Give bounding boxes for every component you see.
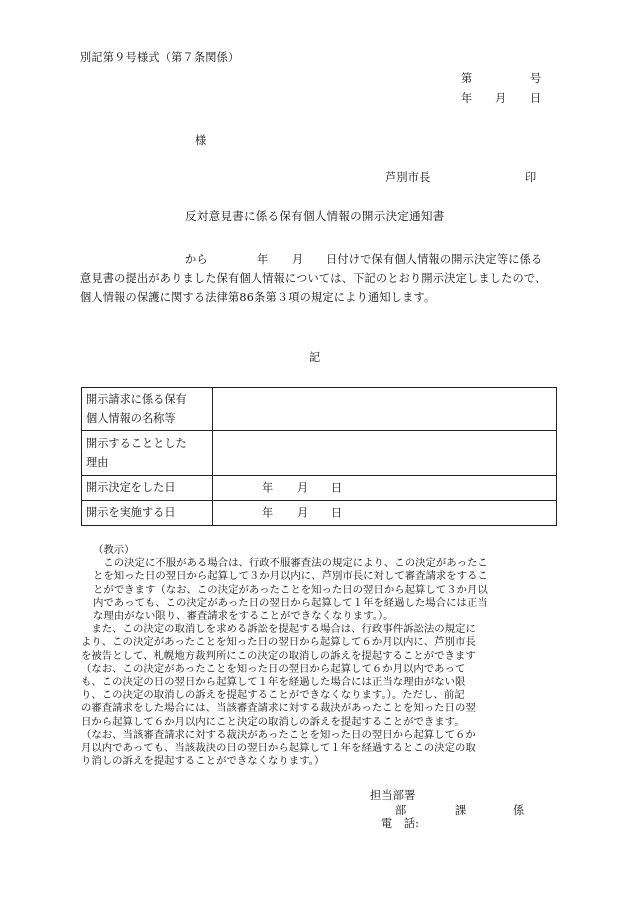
sender-seal: 印 <box>525 171 537 184</box>
notice-line: り、この決定の取消しの訴えを提起することができなくなります。）。ただし、前記 <box>81 689 465 702</box>
decision-table <box>81 387 557 526</box>
table-row <box>82 501 557 526</box>
row-label-line: 理由 <box>86 456 109 469</box>
appeal-notice <box>81 544 555 768</box>
body-line1-rest: 日付けで保有個人情報の開示決定等に係る <box>326 253 543 266</box>
notice-line: な理由がない限り、審査請求をすることができなくなります。）。 <box>93 610 394 623</box>
doc-date-month: 月 <box>495 92 507 105</box>
notice-line: とを知った日の翌日から起算して３か月以内に、芦別市長に対して審査請求をするこ <box>93 570 488 583</box>
row-value-reason <box>213 431 557 476</box>
row-label-disclosure-date: 開示を実施する日 <box>82 501 213 526</box>
contact-department: 部 <box>395 804 407 817</box>
date-day: 日 <box>331 506 343 520</box>
notice-line: り消しの訴えを提起することができなくなります。） <box>81 755 325 768</box>
contact-heading: 担当部署 <box>370 789 416 802</box>
form-reference: 別記第９号様式（第７条関係） <box>80 51 240 64</box>
doc-date-day: 日 <box>530 92 542 105</box>
notice-line: より、この決定があったことを知った日の翌日から起算して６か月以内に、芦別市長 <box>81 636 476 649</box>
body-line2: 意見書の提出がありました保有個人情報については、下記のとおり開示決定しましたので、 <box>80 272 547 285</box>
sender-title: 芦別市長 <box>385 171 431 184</box>
row-label-line: 開示することとした <box>86 437 187 450</box>
contact-phone: 電 話: <box>381 817 420 830</box>
date-year: 年 <box>262 481 274 495</box>
table-row <box>82 388 557 431</box>
notice-line: 内であっても、この決定があった日の翌日から起算して１年を経過した場合には正当 <box>93 596 488 609</box>
doc-number-suffix: 号 <box>530 72 542 85</box>
notice-line: も、この決定の日の翌日から起算して１年を経過した場合には正当な理由がない限 <box>81 676 466 689</box>
notice-line: を被告として、札幌地方裁判所にこの決定の取消しの訴えを提起することができます <box>81 649 476 662</box>
table-row <box>82 476 557 501</box>
notice-line: （なお、この決定があったことを知った日の翌日から起算して６か月以内であって <box>81 662 466 675</box>
body-line3: 個人情報の保護に関する法律第86条第３項の規定により通知します。 <box>80 291 436 304</box>
row-label-line: 個人情報の名称等 <box>86 412 176 425</box>
notice-line: この決定に不服がある場合は、行政不服審査法の規定により、この決定があったこ <box>93 557 488 570</box>
row-value-info-name <box>213 388 557 431</box>
row-label-info-name <box>82 388 213 431</box>
notice-line: 月以内であっても、当該裁決の日の翌日から起算して１年を経過するとこの決定の取 <box>81 742 476 755</box>
date-day: 日 <box>331 481 343 495</box>
notice-line: また、この決定の取消しを求める訴訟を提起する場合は、行政事件訴訟法の規定に <box>81 623 476 636</box>
ki-heading: 記 <box>309 351 321 364</box>
row-label-decision-date: 開示決定をした日 <box>82 476 213 501</box>
notice-heading: （教示） <box>93 544 135 556</box>
row-label-reason <box>82 431 213 476</box>
notice-line: の審査請求をした場合には、当該審査請求に対する裁決があったことを知った日の翌 <box>81 702 476 715</box>
document-title: 反対意見書に係る保有個人情報の開示決定通知書 <box>185 209 445 223</box>
table-row <box>82 431 557 476</box>
body-year: 年 <box>257 253 269 266</box>
body-from: から <box>185 253 208 266</box>
date-month: 月 <box>297 506 309 520</box>
row-value-disclosure-date <box>213 501 557 526</box>
body-month: 月 <box>292 253 304 266</box>
row-value-decision-date <box>213 476 557 501</box>
date-year: 年 <box>262 506 274 520</box>
contact-unit: 係 <box>513 804 525 817</box>
date-month: 月 <box>297 481 309 495</box>
row-label-line: 開示請求に係る保有 <box>86 393 187 406</box>
doc-date-year: 年 <box>461 92 473 105</box>
notice-line: とができます（なお、この決定があったことを知った日の翌日から起算して３か月以 <box>93 583 488 596</box>
notice-line: （なお、当該審査請求に対する裁決があったことを知った日の翌日から起算して６か <box>81 728 476 741</box>
addressee-honorific: 様 <box>195 134 207 147</box>
contact-section: 課 <box>455 804 467 817</box>
notice-line: 日から起算して６か月以内にこと決定の取消しの訴えを提起することができます。 <box>81 715 465 728</box>
doc-number-prefix: 第 <box>461 72 473 85</box>
